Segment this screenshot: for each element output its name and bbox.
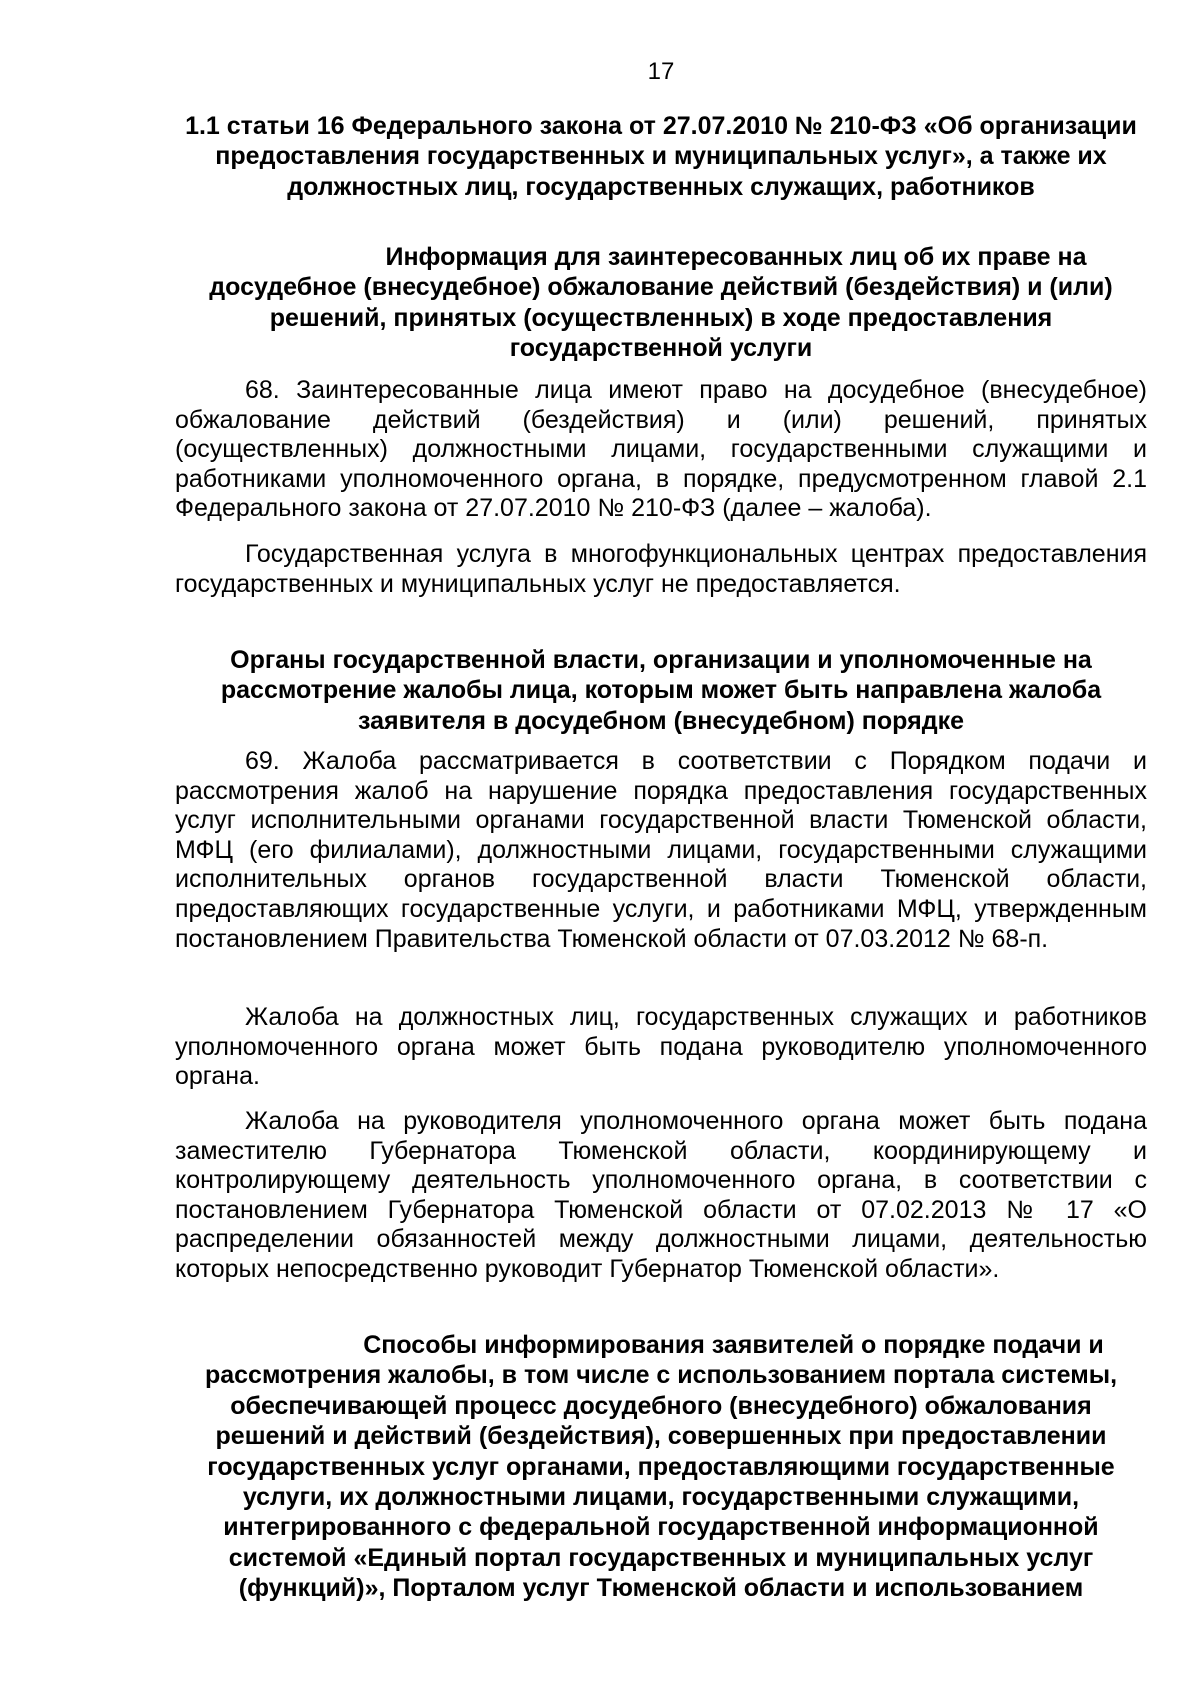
heading-law-reference: 1.1 статьи 16 Федерального закона от 27.07.2010 № 210-ФЗ «Об организации предоставления государственных и муниципальных услуг», а также их должностных лиц, государственных служащих, работников [185,112,1137,201]
paragraph-complaint-head: Жалоба на руководителя уполномоченного органа может быть подана заместителю Губернатора Тюменской области, координирующему и контролирующему деятельность уполномоченного органа, в соответствии с постановлением Губернатора Тюменской области от 07.02.2013 № 17 «О распределении обязанностей между должностными лицами, деятельностью которых непосредственно руководит Губернатор Тюменской области». [175,1107,1147,1283]
paragraph-69: 69. Жалоба рассматривается в соответствии с Порядком подачи и рассмотрения жалоб на нарушение порядка предоставления государственных услуг исполнительными органами государственной власти Тюменской области, МФЦ (его филиалами), должностными лицами, государственными служащими исполнительных органов государственной власти Тюменской области, предоставляющих государственные услуги, и работниками МФЦ, утвержденным постановлением Правительства Тюменской области от 07.03.2012 № 68-п. [175,747,1147,953]
heading-complaint-bodies: Органы государственной власти, организации и уполномоченные на рассмотрение жалобы лица, которым может быть направлена жалоба заявителя в досудебном (внесудебном) порядке [220,646,1102,735]
paragraph-68: 68. Заинтересованные лица имеют право на досудебное (внесудебное) обжалование действий (бездействия) и (или) решений, принятых (осуществленных) должностными лицами, государственными служащими и работниками уполномоченного органа, в порядке, предусмотренном главой 2.1 Федерального закона от 27.07.2010 № 210-ФЗ (далее – жалоба). [175,376,1147,523]
heading-appeal-rights: Информация для заинтересованных лиц об их праве на досудебное (внесудебное) обжалование действий (бездействия) и (или) решений, принятых (осуществленных) в ходе предоставления государственной услуги [209,243,1113,363]
heading-informing-methods: Способы информирования заявителей о порядке подачи и рассмотрения жалобы, в том числе с использованием портала системы, обеспечивающей процесс досудебного (внесудебного) обжалования решений и действий (бездействия), совершенных при предоставлении государственных услуг органами, предоставляющими государственные услуги, их должностными лицами, государственными служащими, интегрированного с федеральной государственной информационной системой «Единый портал государственных и муниципальных услуг (функций)», Порталом услуг Тюменской области и использованием [204,1331,1118,1603]
paragraph-complaint-officials: Жалоба на должностных лиц, государственных служащих и работников уполномоченного органа может быть подана руководителю уполномоченного органа. [175,1003,1147,1091]
paragraph-mfc-not-provided: Государственная услуга в многофункциональных центрах предоставления государственных и муниципальных услуг не предоставляется. [175,540,1147,598]
page-number: 17 [647,58,675,85]
